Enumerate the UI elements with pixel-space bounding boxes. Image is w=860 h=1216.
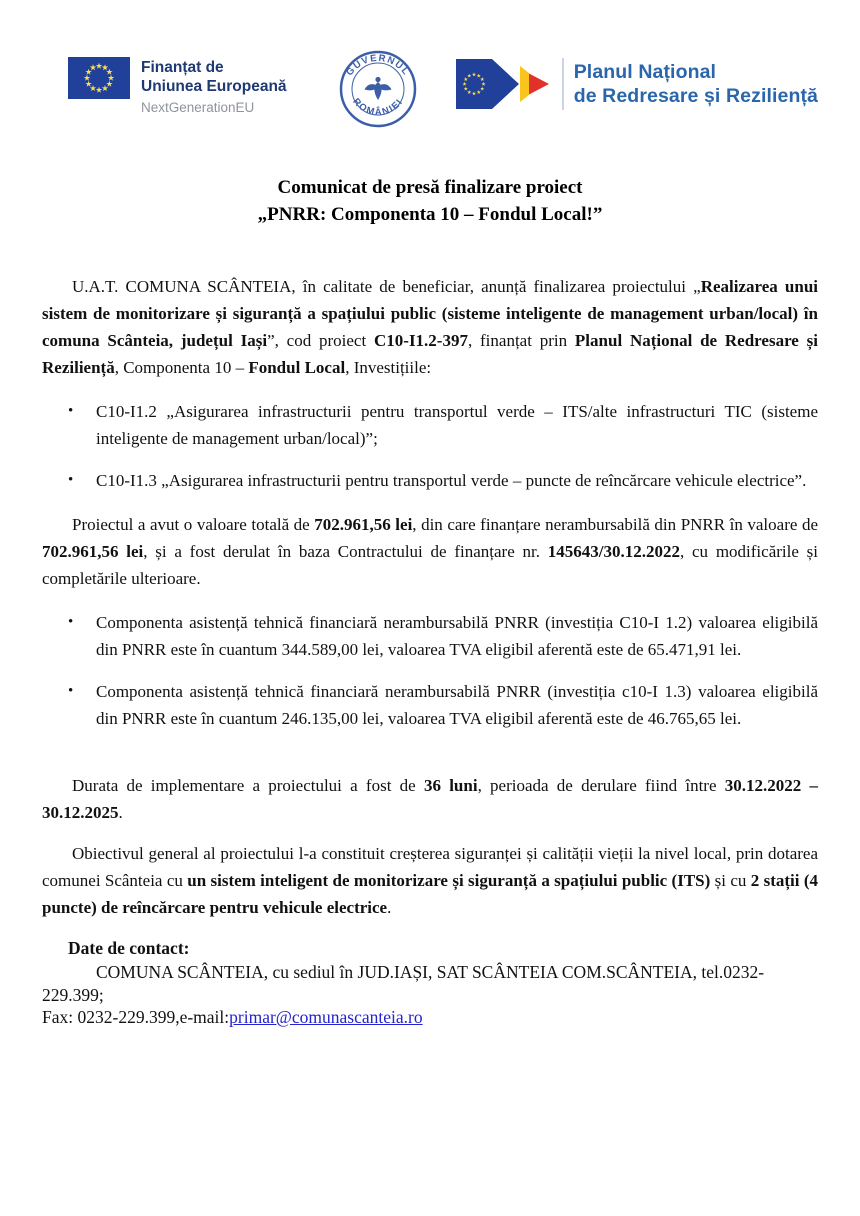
government-seal-icon: [338, 49, 418, 129]
paragraph-value: [42, 511, 818, 592]
title-line2: „PNRR: Componenta 10 – Fondul Local!”: [257, 204, 603, 225]
eu-funding-text: [141, 55, 287, 118]
investments-list: [42, 398, 818, 494]
text-run: ”, cod proiect: [267, 331, 374, 350]
text-run: , cu modificările și completările ulterioare.: [42, 542, 818, 588]
text-run: și cu: [710, 871, 751, 890]
romanian-government-seal: [338, 49, 418, 134]
header-logos: [68, 52, 818, 133]
list-item: [42, 609, 818, 663]
text-run: 2 stații (4 puncte) de reîncărcare pentru vehicule electrice: [42, 871, 819, 917]
text-run: , perioada de derulare fiind între: [477, 776, 725, 795]
pnrr-logo: [456, 55, 818, 113]
list-item-text: C10-I1.2 „Asigurarea infrastructurii pentru transportul verde – ITS/alte infrastructuri TIC (sisteme inteligente de management urban/local)”;: [96, 402, 818, 448]
pnrr-logo-divider: [562, 58, 564, 110]
text-run: .: [387, 898, 392, 917]
bullet-icon: •: [68, 472, 74, 488]
bullet-icon: •: [68, 683, 74, 699]
seal-text-top: GUVERNUL: [344, 52, 412, 79]
contact-heading: Date de contact:: [68, 938, 190, 958]
list-item-text: Componenta asistență tehnică financiară nerambursabilă PNRR (investiția C10-I 1.2) valoarea eligibilă din PNRR este în cuantum 344.589,00 lei, valoarea TVA eligibil aferentă este de 65.471,91 lei.: [96, 613, 818, 659]
contact-section: [42, 936, 818, 1029]
document-title: [42, 174, 818, 228]
title-line1: Comunicat de presă finalizare proiect: [277, 177, 583, 198]
text-run: 30.12.2022 – 30.12.2025: [42, 776, 819, 822]
eu-text-line2: Uniunea Europeană: [141, 78, 287, 95]
seal-text-bottom: ROMÂNIEI: [350, 96, 406, 119]
text-run: 36 luni: [423, 776, 478, 795]
components-list: [42, 609, 818, 732]
list-item-text: Componenta asistență tehnică financiară nerambursabilă PNRR (investiția c10-I 1.3) valoarea eligibilă din PNRR este în cuantum 246.135,00 lei, valoarea TVA eligibil aferentă este de 46.765,65 lei.: [96, 682, 818, 728]
text-run: .: [118, 803, 123, 822]
text-run: C10-I1.2-397: [374, 331, 468, 350]
eu-flag-icon: [68, 57, 130, 99]
bullet-icon: •: [68, 403, 74, 419]
text-run: , din care finanțare nerambursabilă din PNRR în valoare de: [412, 515, 818, 534]
pnrr-text-line2: de Redresare și Reziliență: [573, 85, 818, 107]
paragraph-duration: [42, 772, 818, 826]
paragraph-objective: [42, 840, 818, 921]
text-run: Obiectivul general al proiectului l-a constituit creșterea siguranței și calității vieții la nivel local, prin dotarea comunei Scânteia cu: [42, 844, 818, 890]
text-run: U.A.T. COMUNA SCÂNTEIA, în calitate de beneficiar, anunță finalizarea proiectului „: [72, 277, 701, 296]
text-run: Planul Național de Redresare și Reziliență: [42, 331, 818, 377]
contact-details: [42, 961, 818, 1029]
text-run: Fondul Local: [248, 358, 346, 377]
text-run: Fax: 0232-229.399,e-mail:: [42, 1007, 230, 1027]
list-item: [42, 398, 818, 452]
text-run: 145643/30.12.2022: [547, 542, 680, 561]
text-run: Durata de implementare a proiectului a fost de: [72, 776, 424, 795]
list-item: [42, 678, 818, 732]
list-item: [42, 467, 818, 494]
text-run: 702.961,56 lei: [314, 515, 413, 534]
text-run: 702.961,56 lei: [42, 542, 144, 561]
text-run: un sistem inteligent de monitorizare și siguranță a spațiului public (ITS): [187, 871, 711, 890]
bullet-icon: •: [68, 614, 74, 630]
text-run: COMUNA SCÂNTEIA, cu sediul în JUD.IAȘI, SAT SCÂNTEIA COM.SCÂNTEIA, tel.0232-229.399;: [42, 962, 765, 1005]
list-item-text: C10-I1.3 „Asigurarea infrastructurii pentru transportul verde – puncte de reîncărcare vehicule electrice”.: [96, 471, 807, 490]
text-run: , Componenta 10 –: [114, 358, 249, 377]
text-run: Proiectul a avut o valoare totală de: [72, 515, 315, 534]
eu-funding-logo: [68, 55, 296, 118]
paragraph-intro: [42, 273, 818, 381]
eu-text-line1: Finanțat de: [141, 59, 224, 76]
email-link[interactable]: primar@comunascanteia.ro: [229, 1007, 423, 1027]
pnrr-text-line1: Planul Național: [573, 61, 717, 83]
pnrr-flag-arrows-icon: [456, 55, 556, 113]
text-run: , Investițiile:: [345, 358, 432, 377]
text-run: , finanțat prin: [467, 331, 575, 350]
text-run: Realizarea unui sistem de monitorizare și siguranță a spațiului public (sisteme inteligente de management urban/local) în comuna Scânteia, județul Iași: [42, 277, 818, 350]
eu-text-line3: NextGenerationEU: [141, 100, 255, 115]
pnrr-logo-text: [574, 60, 818, 108]
text-run: , și a fost derulat în baza Contractului de finanțare nr.: [143, 542, 548, 561]
